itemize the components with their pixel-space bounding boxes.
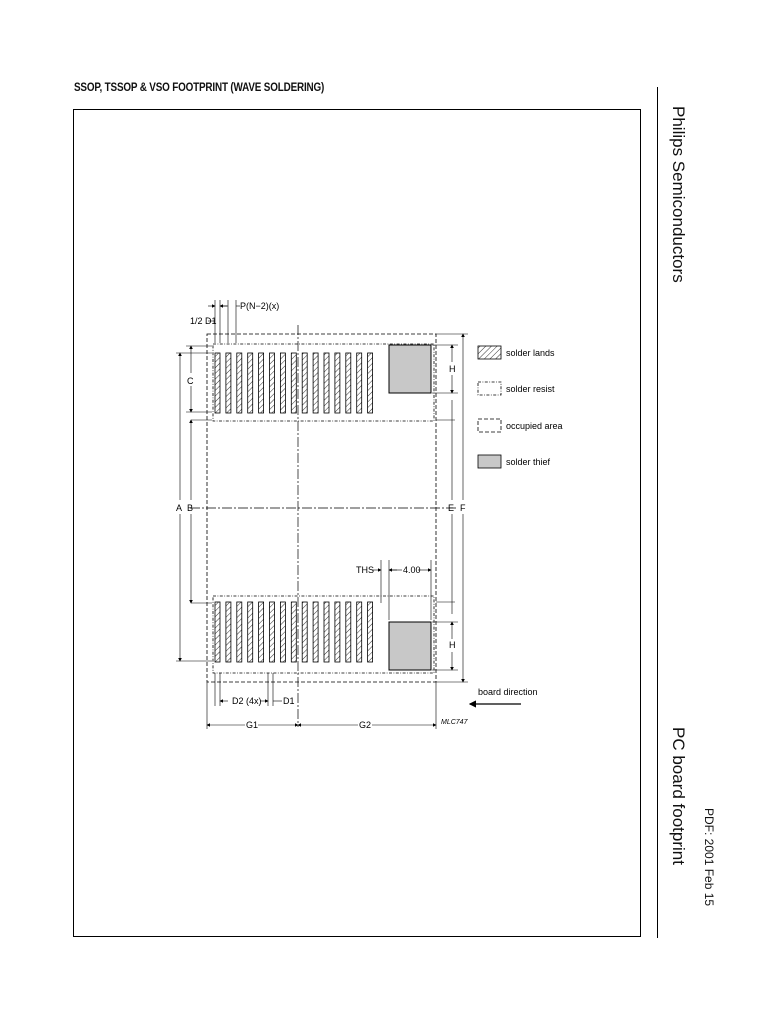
dim-label-e: E	[448, 503, 455, 513]
solder-land	[237, 353, 242, 413]
legend-label-solder-resist: solder resist	[506, 384, 555, 394]
dim-label-h-bottom: H	[449, 640, 456, 650]
pad-row-top	[215, 353, 373, 413]
solder-land	[215, 353, 220, 413]
solder-land	[357, 353, 362, 413]
solder-land	[346, 602, 351, 662]
legend	[478, 346, 563, 468]
company-name: Philips Semiconductors	[669, 106, 688, 283]
solder-land	[324, 602, 329, 662]
dim-label-c: C	[187, 376, 194, 386]
solder-land	[302, 353, 307, 413]
page-title: SSOP, TSSOP & VSO FOOTPRINT (WAVE SOLDERING)	[74, 82, 325, 94]
solder-land	[291, 602, 296, 662]
solder-land	[346, 353, 351, 413]
pdf-date: PDF: 2001 Feb 15	[702, 808, 716, 907]
dim-label-d1: D1	[283, 696, 295, 706]
dim-label-g2: G2	[359, 720, 372, 730]
solder-land	[357, 602, 362, 662]
solder-land	[226, 353, 231, 413]
solder-land	[335, 602, 340, 662]
solder-land	[313, 602, 318, 662]
solder-land	[291, 353, 296, 413]
legend-swatch-solder-thief	[478, 455, 501, 468]
solder-thief-bottom	[389, 622, 431, 670]
dim-label-d2: D2 (4x)	[232, 696, 262, 706]
board-direction-label: board direction	[478, 687, 538, 697]
legend-swatch-solder-lands	[478, 346, 501, 359]
solder-land	[248, 602, 253, 662]
solder-land	[280, 353, 285, 413]
solder-land	[270, 353, 275, 413]
legend-label-solder-thief: solder thief	[506, 457, 551, 467]
solder-land	[313, 353, 318, 413]
pad-row-bottom	[215, 602, 373, 662]
solder-land	[270, 602, 275, 662]
dim-label-a: A	[176, 503, 183, 513]
section-title: PC board footprint	[669, 727, 688, 865]
solder-land	[302, 602, 307, 662]
dim-label-pitch: P(N−2)(x)	[240, 301, 280, 311]
solder-land	[368, 353, 373, 413]
dim-label-half-d1: 1/2 D1	[190, 316, 217, 326]
drawing-code: MLC747	[441, 719, 468, 726]
solder-land	[237, 602, 242, 662]
legend-label-occupied-area: occupied area	[506, 421, 563, 431]
legend-swatch-solder-resist	[478, 382, 501, 395]
dim-label-b: B	[187, 503, 194, 513]
solder-land	[248, 353, 253, 413]
solder-land	[368, 602, 373, 662]
solder-land	[335, 353, 340, 413]
legend-label-solder-lands: solder lands	[506, 348, 555, 358]
dim-label-f: F	[460, 503, 466, 513]
solder-land	[280, 602, 285, 662]
solder-thief-top	[389, 345, 431, 393]
solder-land	[215, 602, 220, 662]
dim-label-thief-width: 4.00	[403, 565, 421, 575]
dim-label-g1: G1	[246, 720, 259, 730]
solder-land	[324, 353, 329, 413]
legend-swatch-occupied-area	[478, 419, 501, 432]
dim-label-h-top: H	[449, 364, 456, 374]
solder-land	[259, 602, 264, 662]
solder-land	[259, 353, 264, 413]
dim-label-ths: THS	[356, 565, 374, 575]
solder-land	[226, 602, 231, 662]
